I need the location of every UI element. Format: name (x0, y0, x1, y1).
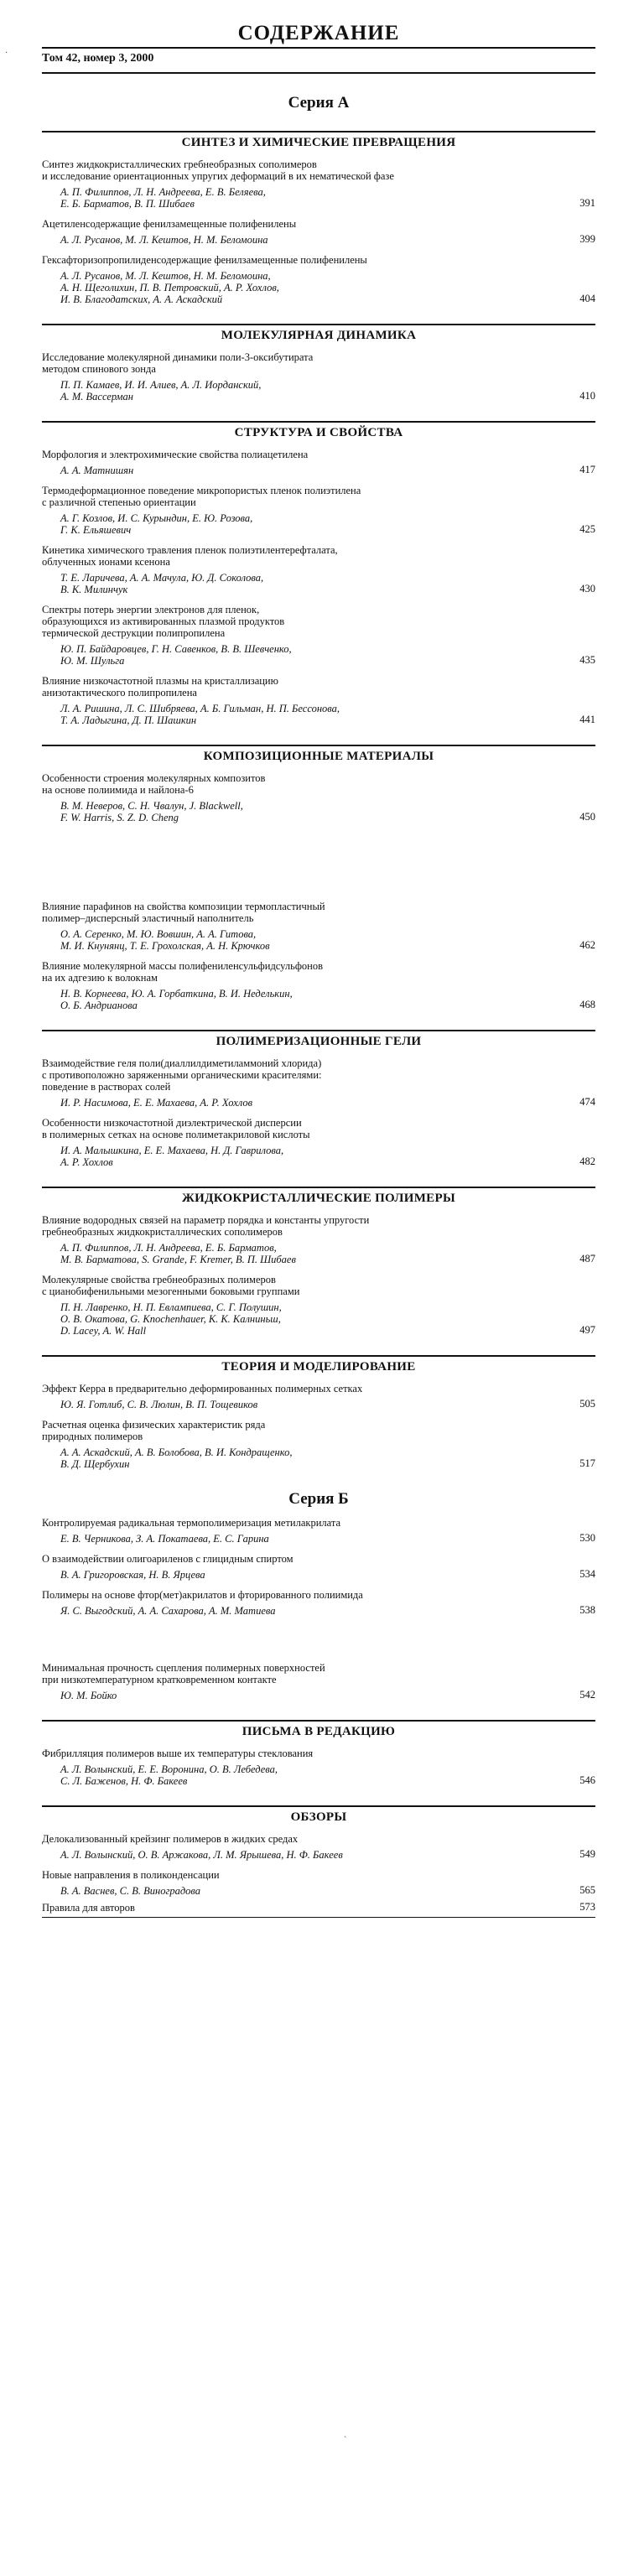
article-title: Делокализованный крейзинг полимеров в жидких средах (42, 1833, 299, 1845)
section-title: ЖИДКОКРИСТАЛЛИЧЕСКИЕ ПОЛИМЕРЫ (182, 1192, 455, 1205)
section-rule (42, 1720, 595, 1722)
article-page-number: 565 (579, 1884, 595, 1896)
toc-entry[interactable] (42, 901, 595, 952)
blank-space (42, 1620, 595, 1654)
issue-rule (42, 72, 595, 74)
article-title: Особенности строения молекулярных композитов на основе полиимида и найлона-6 (42, 772, 266, 796)
section-rule (42, 324, 595, 325)
section-title: ТЕОРИЯ И МОДЕЛИРОВАНИЕ (221, 1360, 416, 1374)
article-authors: О. А. Серенко, М. Ю. Вовшин, А. А. Гитова, М. И. Кнунянц, Т. Е. Грохолская, А. Н. Крючков (60, 928, 270, 952)
article-title: Расчетная оценка физических характеристик ряда природных полимеров (42, 1419, 266, 1442)
toc-section (42, 131, 595, 305)
section-title: СИНТЕЗ И ХИМИЧЕСКИЕ ПРЕВРАЩЕНИЯ (181, 136, 456, 149)
article-title: Минимальная прочность сцепления полимерных поверхностей при низкотемпературном кратковременном контакте (42, 1662, 325, 1685)
section-title: МОЛЕКУЛЯРНАЯ ДИНАМИКА (221, 329, 417, 342)
article-title: Эффект Керра в предварительно деформированных полимерных сетках (42, 1383, 363, 1394)
section-rule (42, 1187, 595, 1188)
margin-mark-bottom: ` (344, 2436, 347, 2445)
toc-entry[interactable] (42, 544, 595, 595)
article-page-number: 517 (579, 1457, 595, 1469)
contents-page (42, 17, 595, 1918)
section-rule (42, 1355, 595, 1357)
article-page-number: 399 (579, 233, 595, 245)
article-authors: А. А. Аскадский, А. В. Болобова, В. И. Кондращенко, В. Д. Щербухин (60, 1446, 293, 1470)
toc-entry[interactable] (42, 1833, 595, 1861)
series-a-sections (42, 131, 595, 1470)
article-title: Влияние молекулярной массы полифениленсульфидсульфонов на их адгезию к волокнам (42, 960, 324, 984)
toc-section (42, 1805, 595, 1897)
article-title: Синтез жидкокристаллических гребнеобразных сополимеров и исследование ориентационных упругих деформаций в их нематической фазе (42, 158, 394, 182)
section-rule (42, 1805, 595, 1807)
toc-entry[interactable] (42, 1662, 595, 1701)
title-rule (42, 47, 595, 49)
article-authors: В. А. Васнев, С. В. Виноградова (60, 1885, 200, 1897)
article-title: Фибрилляция полимеров выше их температуры стеклования (42, 1748, 314, 1759)
toc-entry[interactable] (42, 1214, 595, 1265)
toc-entry[interactable] (42, 604, 595, 667)
series-a-heading: Серия А (288, 94, 350, 112)
toc-section (42, 1030, 595, 1168)
article-authors: И. Р. Насимова, Е. Е. Махаева, А. Р. Хохлов (60, 1097, 253, 1109)
article-title: Морфология и электрохимические свойства полиацетилена (42, 449, 309, 460)
article-title: Взаимодействие геля поли(диаллилдиметиламмоний хлорида) с противоположно заряженными органическими красителями: поведение в растворах солей (42, 1057, 322, 1093)
article-page-number: 391 (579, 197, 595, 209)
article-authors: Л. А. Ришина, Л. С. Шибряева, А. Б. Гильман, Н. П. Бессонова, Т. А. Ладыгина, Д. П. Шашкин (60, 703, 340, 726)
article-title: Ацетиленсодержащие фенилзамещенные полифенилены (42, 218, 297, 230)
footer-entry (42, 1902, 595, 1914)
article-page-number: 505 (579, 1398, 595, 1410)
toc-section (42, 1187, 595, 1337)
toc-entry[interactable] (42, 158, 595, 210)
toc-entry[interactable] (42, 1274, 595, 1337)
toc-section (42, 745, 595, 1011)
article-title: Контролируемая радикальная термополимеризация метилакрилата (42, 1517, 341, 1529)
toc-entry[interactable] (42, 218, 595, 246)
article-authors: А. А. Матнишян (60, 465, 134, 476)
article-authors: А. Л. Волынский, Е. Е. Воронина, О. В. Лебедева, С. Л. Баженов, Н. Ф. Бакеев (60, 1763, 278, 1787)
article-title: Гексафторизопропилиденсодержащие фенилзамещенные полифенилены (42, 254, 367, 266)
article-title: О взаимодействии олигоариленов с глицидным спиртом (42, 1553, 294, 1565)
article-authors: А. Л. Волынский, О. В. Аржакова, Л. М. Ярышева, Н. Ф. Бакеев (60, 1849, 343, 1861)
article-title: Влияние низкочастотной плазмы на кристаллизацию анизотактического полипропилена (42, 675, 278, 699)
toc-entry[interactable] (42, 1517, 595, 1545)
article-title: Полимеры на основе фтор(мет)акрилатов и фторированного полиимида (42, 1589, 363, 1601)
section-rule (42, 745, 595, 746)
section-title: СТРУКТУРА И СВОЙСТВА (234, 426, 403, 439)
article-page-number: 546 (579, 1774, 595, 1786)
article-page-number: 404 (579, 293, 595, 304)
article-authors: Т. Е. Ларичева, А. А. Мачула, Ю. Д. Соколова, В. К. Милинчук (60, 572, 264, 595)
footer-page: 573 (579, 1901, 595, 1913)
section-rule (42, 421, 595, 423)
article-authors: Ю. Я. Готлиб, С. В. Люлин, В. П. Тощевиков (60, 1399, 258, 1410)
blank-space (42, 827, 595, 892)
article-authors: П. Н. Лавренко, Н. П. Евлампиева, С. Г. Полушин, О. В. Окатова, G. Knochenhauer, К. К. Калниньш, D. Lacey, A. W. Hall (60, 1301, 282, 1337)
article-page-number: 482 (579, 1156, 595, 1167)
article-authors: А. П. Филиппов, Л. Н. Андреева, Е. В. Беляева, Е. Б. Барматов, В. П. Шибаев (60, 186, 266, 210)
article-authors: П. П. Камаев, И. И. Алиев, А. Л. Иорданский, А. М. Вассерман (60, 379, 262, 402)
section-rule (42, 1030, 595, 1031)
issue-info: Том 42, номер 3, 2000 (42, 52, 154, 65)
section-rule (42, 131, 595, 132)
section-title: ПИСЬМА В РЕДАКЦИЮ (242, 1725, 396, 1738)
article-authors: А. Л. Русанов, М. Л. Кештов, Н. М. Беломоина (60, 234, 268, 246)
article-title: Молекулярные свойства гребнеобразных полимеров с цианобифенильными мезогенными боковыми группами (42, 1274, 300, 1297)
article-title: Особенности низкочастотной диэлектрической дисперсии в полимерных сетках на основе полиметакриловой кислоты (42, 1117, 310, 1140)
article-authors: И. А. Малышкина, Е. Е. Махаева, Н. Д. Гаврилова, А. Р. Хохлов (60, 1145, 284, 1168)
margin-mark-top: · (5, 49, 8, 58)
toc-entry[interactable] (42, 1869, 595, 1897)
toc-entry[interactable] (42, 1057, 595, 1109)
toc-entry[interactable] (42, 449, 595, 476)
article-authors: Н. В. Корнеева, Ю. А. Горбаткина, В. И. Неделькин, О. Б. Андрианова (60, 988, 293, 1011)
toc-entry[interactable] (42, 1553, 595, 1581)
article-page-number: 487 (579, 1253, 595, 1265)
section-title: КОМПОЗИЦИОННЫЕ МАТЕРИАЛЫ (203, 750, 434, 763)
article-page-number: 497 (579, 1324, 595, 1336)
toc-entry[interactable] (42, 1117, 595, 1168)
toc-entry[interactable] (42, 1589, 595, 1617)
toc-entry[interactable] (42, 1748, 595, 1787)
toc-entry[interactable] (42, 351, 595, 402)
article-title: Кинетика химического травления пленок полиэтилентерефталата, облученных ионами ксенона (42, 544, 338, 568)
article-authors: В. А. Григоровская, Н. В. Ярцева (60, 1569, 205, 1581)
article-authors: Я. С. Выгодский, А. А. Сахарова, А. М. Матиева (60, 1605, 276, 1617)
footer-rule (42, 1917, 595, 1918)
toc-entry[interactable] (42, 960, 595, 1011)
article-authors: А. П. Филиппов, Л. Н. Андреева, Е. Б. Барматов, М. В. Барматова, S. Grande, F. Kremer, В. П. Шибаев (60, 1242, 296, 1265)
article-authors: А. Г. Козлов, И. С. Курындин, Е. Ю. Розова, Г. К. Ельяшевич (60, 512, 253, 536)
article-authors: Е. В. Черникова, З. А. Покатаева, Е. С. Гарина (60, 1533, 269, 1545)
article-page-number: 542 (579, 1689, 595, 1701)
series-b-entries (42, 1517, 595, 1701)
toc-section (42, 1720, 595, 1787)
article-page-number: 450 (579, 811, 595, 823)
article-page-number: 468 (579, 999, 595, 1010)
toc-entry[interactable] (42, 772, 595, 823)
article-authors: Ю. П. Байдаровцев, Г. Н. Савенков, В. В. Шевченко, Ю. М. Шульга (60, 643, 292, 667)
article-page-number: 530 (579, 1532, 595, 1544)
toc-entry[interactable] (42, 485, 595, 536)
article-page-number: 425 (579, 523, 595, 535)
toc-entry[interactable] (42, 675, 595, 726)
article-title: Спектры потерь энергии электронов для пленок, образующихся из активированных плазмой продуктов термической деструкции полипропилена (42, 604, 285, 639)
section-title: ОБЗОРЫ (290, 1810, 347, 1824)
article-page-number: 462 (579, 939, 595, 951)
article-authors: В. М. Неверов, С. Н. Чвалун, J. Blackwell, F. W. Harris, S. Z. D. Cheng (60, 800, 243, 823)
footer-title: Правила для авторов (42, 1902, 135, 1914)
article-page-number: 430 (579, 583, 595, 595)
toc-entry[interactable] (42, 1419, 595, 1470)
toc-section (42, 324, 595, 402)
toc-entry[interactable] (42, 1383, 595, 1410)
article-title: Термодеформационное поведение микропористых пленок полиэтилена с различной степенью ориентации (42, 485, 361, 508)
article-authors: А. Л. Русанов, М. Л. Кештов, Н. М. Беломоина, А. Н. Щеголихин, П. В. Петровский, А. Р. Хохлов, И. В. Благодатских, А. А. Аскадский (60, 270, 279, 305)
toc-entry[interactable] (42, 254, 595, 305)
article-page-number: 441 (579, 714, 595, 725)
page-title: СОДЕРЖАНИЕ (237, 22, 400, 44)
section-title: ПОЛИМЕРИЗАЦИОННЫЕ ГЕЛИ (216, 1035, 422, 1048)
article-title: Влияние парафинов на свойства композиции термопластичный полимер–дисперсный эластичный наполнитель (42, 901, 325, 924)
toc-section (42, 1355, 595, 1470)
article-authors: Ю. М. Бойко (60, 1690, 117, 1701)
article-page-number: 538 (579, 1604, 595, 1616)
series-b-heading: Серия Б (288, 1490, 349, 1508)
article-page-number: 410 (579, 390, 595, 402)
article-page-number: 417 (579, 464, 595, 475)
series-b-sections (42, 1720, 595, 1897)
article-page-number: 549 (579, 1848, 595, 1860)
toc-section (42, 421, 595, 726)
article-title: Новые направления в поликонденсации (42, 1869, 220, 1881)
article-title: Влияние водородных связей на параметр порядка и константы упругости гребнеобразных жидкокристаллических сополимеров (42, 1214, 370, 1238)
article-page-number: 534 (579, 1568, 595, 1580)
article-title: Исследование молекулярной динамики поли-3-оксибутирата методом спинового зонда (42, 351, 314, 375)
article-page-number: 474 (579, 1096, 595, 1108)
article-page-number: 435 (579, 654, 595, 666)
